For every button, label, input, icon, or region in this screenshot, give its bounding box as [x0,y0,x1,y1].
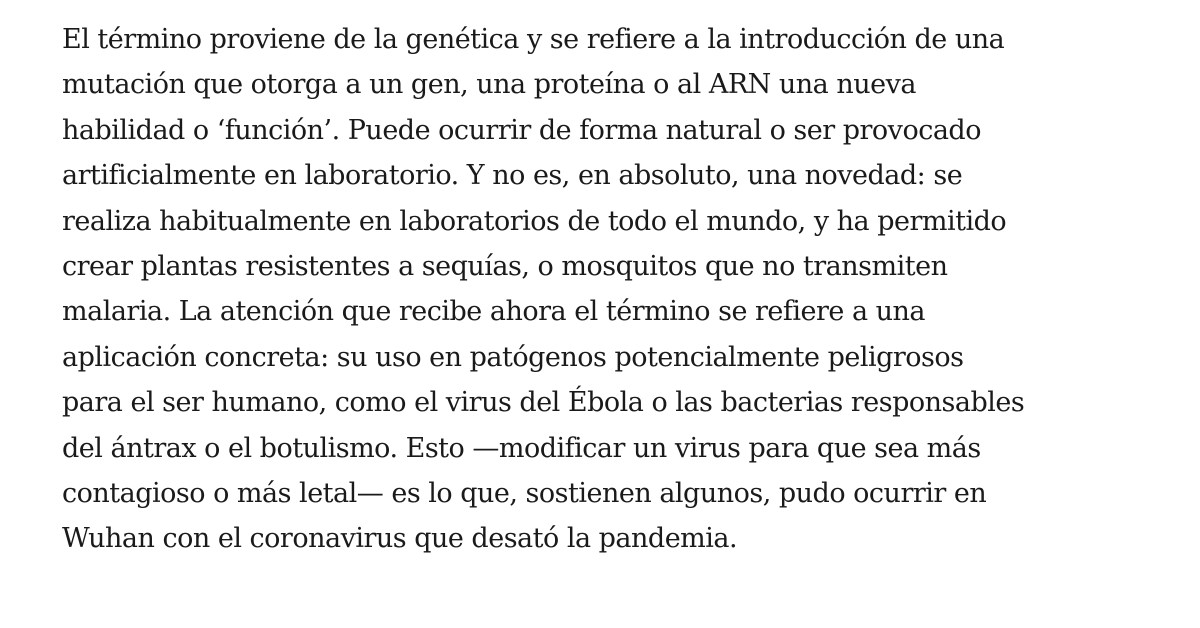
paragraph-line: Wuhan con el coronavirus que desató la pandemia. [62,523,738,555]
paragraph-line: mutación que otorga a un gen, una proteína o al ARN una nueva [62,69,916,101]
paragraph-line: artificialmente en laboratorio. Y no es, en absoluto, una novedad: se [62,160,963,192]
paragraph-line: El término proviene de la genética y se refiere a la introducción de una [62,24,1005,55]
paragraph-line: crear plantas resistentes a sequías, o mosquitos que no transmiten [62,251,948,283]
paragraph-line: del ántrax o el botulismo. Esto —modificar un virus para que sea más [62,432,981,464]
article-paragraph [62,17,1142,562]
paragraph-line: aplicación concreta: su uso en patógenos potencialmente peligrosos [62,341,964,373]
paragraph-line: para el ser humano, como el virus del Ébola o las bacterias responsables [62,387,1025,419]
paragraph-line: habilidad o ‘función’. Puede ocurrir de forma natural o ser provocado [62,114,981,146]
paragraph-line: malaria. La atención que recibe ahora el término se refiere a una [62,296,926,328]
paragraph-line: realiza habitualmente en laboratorios de todo el mundo, y ha permitido [62,205,1007,237]
paragraph-line: contagioso o más letal— es lo que, sostienen algunos, pudo ocurrir en [62,478,987,510]
